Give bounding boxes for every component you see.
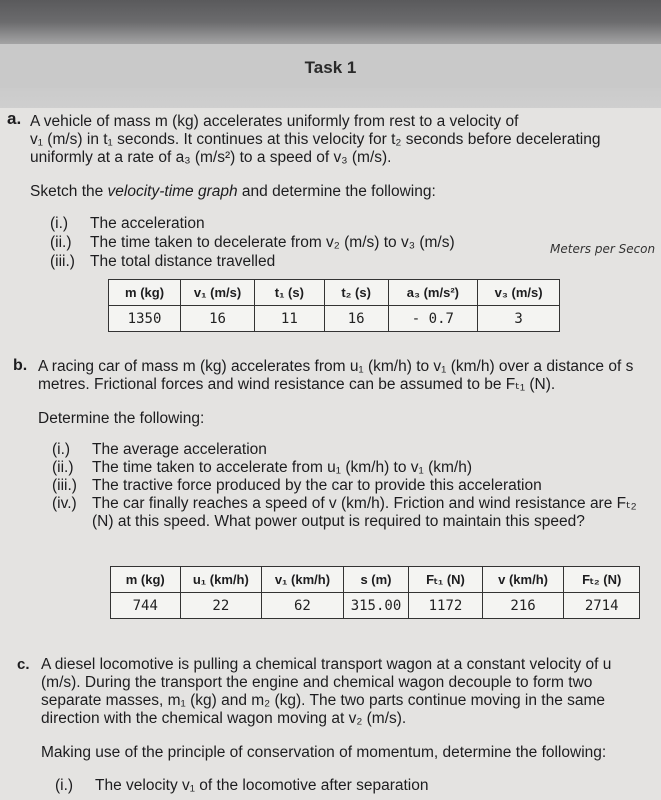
table-value-cell: 315.00 [343,593,408,619]
section-b-item-num: (iv.) [52,495,77,512]
section-b-item-continuation: (N) at this speed. What power output is required to maintain this speed? [92,513,585,530]
table-value-cell: 22 [180,593,262,619]
table-value-cell: 1350 [109,306,181,332]
section-b-item-text: The time taken to accelerate from u₁ (km/h) to v₁ (km/h) [92,459,472,476]
table-b [110,566,640,619]
section-b-determine: Determine the following: [38,410,205,427]
section-a-sketch: Sketch the velocity-time graph and determine the following: [30,183,436,200]
table-header-cell: t₁ (s) [255,280,325,306]
table-value-cell: 16 [324,306,388,332]
section-a-item-num: (iii.) [50,253,75,270]
section-a-item-num: (ii.) [50,234,72,251]
section-b-item-num: (i.) [52,441,71,458]
section-c-line4: direction with the chemical wagon moving at v₂ (m/s). [41,710,407,727]
section-b-line1: A racing car of mass m (kg) accelerates from u₁ (km/h) to v₁ (km/h) over a distance of s [38,358,634,375]
section-c-principle: Making use of the principle of conservation of momentum, determine the following: [41,744,607,761]
section-c-item-text: The velocity v₁ of the locomotive after separation [95,777,429,794]
table-value-cell: 2714 [564,593,640,619]
page-title: Task 1 [304,58,357,77]
handwritten-note: Meters per Secon [550,242,656,256]
section-b-line2: metres. Frictional forces and wind resistance can be assumed to be Fₜ₁ (N). [38,376,556,393]
table-header-cell: v₃ (m/s) [478,280,560,306]
table-header-cell: v (km/h) [482,567,564,593]
section-a-line3: uniformly at a rate of a₃ (m/s²) to a speed of v₃ (m/s). [30,149,392,166]
table-header-cell: Fₜ₁ (N) [409,567,483,593]
section-b-letter: b. [13,357,28,374]
table-value-cell: 62 [262,593,344,619]
section-c-line3: separate masses, m₁ (kg) and m₂ (kg). The two parts continue moving in the same [41,692,606,709]
section-b-item-num: (iii.) [52,477,77,494]
table-a-header-row [109,280,560,306]
table-header-cell: v₁ (m/s) [181,280,255,306]
section-b-item-text: The average acceleration [92,441,267,458]
section-a-item-text: The total distance travelled [90,253,276,270]
section-a-item-text: The acceleration [90,215,205,232]
table-header-cell: m (kg) [109,280,181,306]
section-c-line2: (m/s). During the transport the engine and chemical wagon decouple to form two [41,674,593,691]
table-header-cell: u₁ (km/h) [180,567,262,593]
section-c-letter: c. [17,656,30,673]
section-a-line1: A vehicle of mass m (kg) accelerates uniformly from rest to a velocity of [30,113,519,130]
table-header-cell: a₃ (m/s²) [388,280,478,306]
table-header-cell: t₂ (s) [324,280,388,306]
section-c-line1: A diesel locomotive is pulling a chemical transport wagon at a constant velocity of u [41,656,612,673]
table-a [108,279,560,332]
table-header-cell: s (m) [343,567,408,593]
section-c-item-num: (i.) [55,777,74,794]
table-b-header-row [111,567,640,593]
section-a-item-num: (i.) [50,215,69,232]
table-header-cell: m (kg) [111,567,181,593]
section-b-item-text: The car finally reaches a speed of v (km/h). Friction and wind resistance are Fₜ₂ [92,495,637,512]
table-value-cell: 1172 [409,593,483,619]
table-b-value-row [111,593,640,619]
table-value-cell: 216 [482,593,564,619]
table-value-cell: 744 [111,593,181,619]
table-value-cell: 16 [181,306,255,332]
table-value-cell: 3 [478,306,560,332]
table-header-cell: v₁ (km/h) [262,567,344,593]
table-header-cell: Fₜ₂ (N) [564,567,640,593]
section-b-item-text: The tractive force produced by the car to provide this acceleration [92,477,542,494]
table-value-cell: 11 [255,306,325,332]
section-a-line2: v₁ (m/s) in t₁ seconds. It continues at this velocity for t₂ seconds before decelerating [30,131,601,148]
table-a-value-row [109,306,560,332]
section-a-letter: a. [7,109,22,128]
section-a-item-text: The time taken to decelerate from v₂ (m/s) to v₃ (m/s) [90,234,455,251]
section-b-item-num: (ii.) [52,459,74,476]
table-value-cell: - 0.7 [388,306,478,332]
